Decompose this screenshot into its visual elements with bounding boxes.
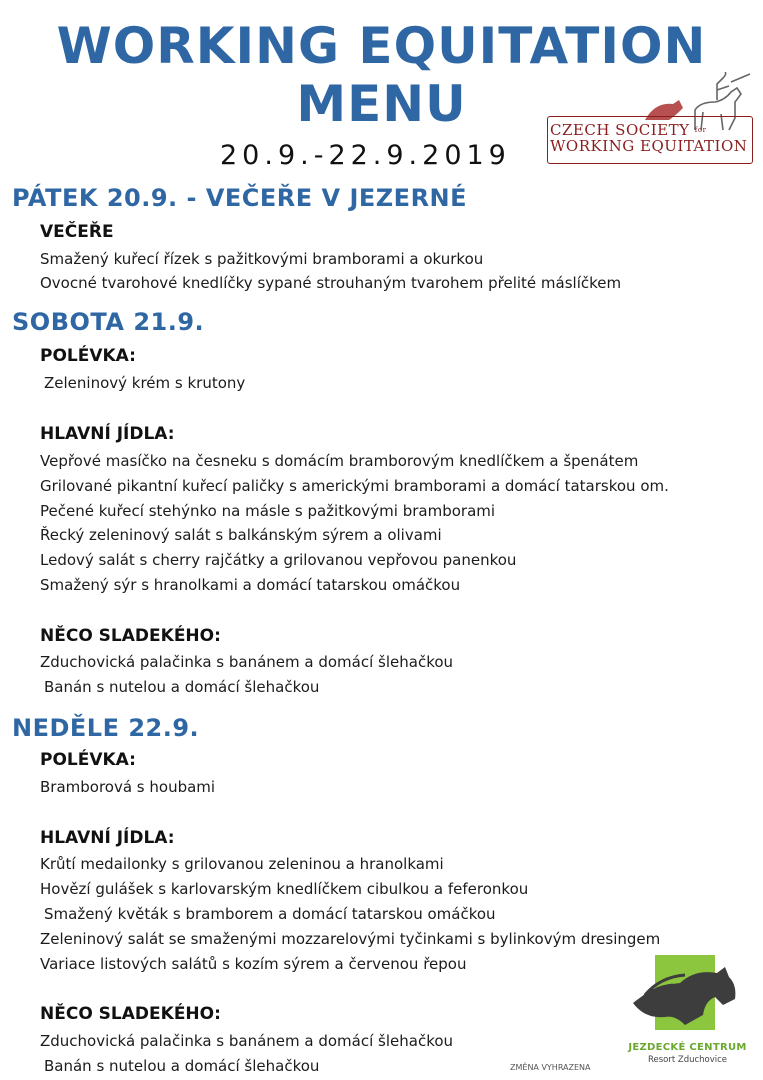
day-heading-sunday: NEDĚLE 22.9.: [12, 714, 200, 742]
menu-item: Bramborová s houbami: [40, 778, 216, 796]
menu-item: Smažený kuřecí řízek s pažitkovými bramborami a okurkou: [40, 250, 484, 268]
menu-item: Smažený květák s bramborem a domácí tatarskou omáčkou: [44, 905, 496, 923]
menu-item: Grilované pikantní kuřecí paličky s americkými bramborami a domácí tatarskou om.: [40, 477, 669, 495]
menu-item: Smažený sýr s hranolkami a domácí tatarskou omáčkou: [40, 576, 461, 594]
section-label-dessert: NĚCO SLADEKÉHO:: [40, 626, 221, 646]
menu-item: Řecký zeleninový salát s balkánským sýrem a olivami: [40, 526, 442, 544]
menu-item: Zeleninový krém s krutony: [44, 374, 246, 392]
menu-item: Variace listových salátů s kozím sýrem a červenou řepou: [40, 955, 467, 973]
menu-item: Ledový salát s cherry rajčátky a grilovanou vepřovou panenkou: [40, 551, 517, 569]
section-label-soup: POLÉVKA:: [40, 346, 136, 366]
day-heading-saturday: SOBOTA 21.9.: [12, 308, 205, 336]
menu-item: Zduchovická palačinka s banánem a domácí šlehačkou: [40, 653, 454, 671]
section-label-dessert: NĚCO SLADEKÉHO:: [40, 1004, 221, 1024]
menu-item: Banán s nutelou a domácí šlehačkou: [44, 678, 320, 696]
menu-item: Zeleninový salát se smaženými mozzarelovými tyčinkami s bylinkovým dresingem: [40, 930, 661, 948]
society-for: for: [694, 126, 707, 134]
menu-subtitle: MENU: [296, 75, 467, 133]
menu-item: Zduchovická palačinka s banánem a domácí šlehačkou: [40, 1032, 454, 1050]
changes-reserved-note: ZMĚNA VYHRAZENA: [510, 1063, 591, 1072]
society-line2: WORKING EQUITATION: [550, 137, 748, 155]
menu-title: WORKING EQUITATION: [56, 17, 707, 75]
center-subtitle: Resort Zduchovice: [647, 1055, 728, 1065]
menu-item: Krůtí medailonky s grilovanou zeleninou a hranolkami: [40, 855, 444, 873]
menu-item: Ovocné tvarohové knedlíčky sypané strouhaným tvarohem přelité máslíčkem: [40, 274, 622, 292]
society-logo-text: [550, 122, 752, 154]
jezdecke-centrum-logo: [625, 955, 750, 1070]
menu-item: Pečené kuřecí stehýnko na másle s pažitkovými bramborami: [40, 502, 496, 520]
menu-item: Hovězí gulášek s karlovarským knedlíčkem cibulkou a feferonkou: [40, 880, 529, 898]
day-heading-friday: PÁTEK 20.9. - VEČEŘE V JEZERNÉ: [12, 184, 468, 212]
section-label-main-dishes: HLAVNÍ JÍDLA:: [40, 424, 175, 444]
center-name: JEZDECKÉ CENTRUM: [628, 1042, 747, 1053]
society-line1: CZECH SOCIETY: [550, 121, 690, 139]
section-label-soup: POLÉVKA:: [40, 750, 136, 770]
czech-society-logo: [545, 72, 757, 172]
menu-item: Vepřové masíčko na česneku s domácím bramborovým knedlíčkem a špenátem: [40, 452, 639, 470]
menu-item: Banán s nutelou a domácí šlehačkou: [44, 1057, 320, 1075]
section-label-main-dishes: HLAVNÍ JÍDLA:: [40, 828, 175, 848]
event-dates: 20.9.-22.9.2019: [220, 140, 511, 171]
section-label-dinner: VEČEŘE: [40, 222, 114, 242]
horse-head-icon: [625, 955, 750, 1035]
